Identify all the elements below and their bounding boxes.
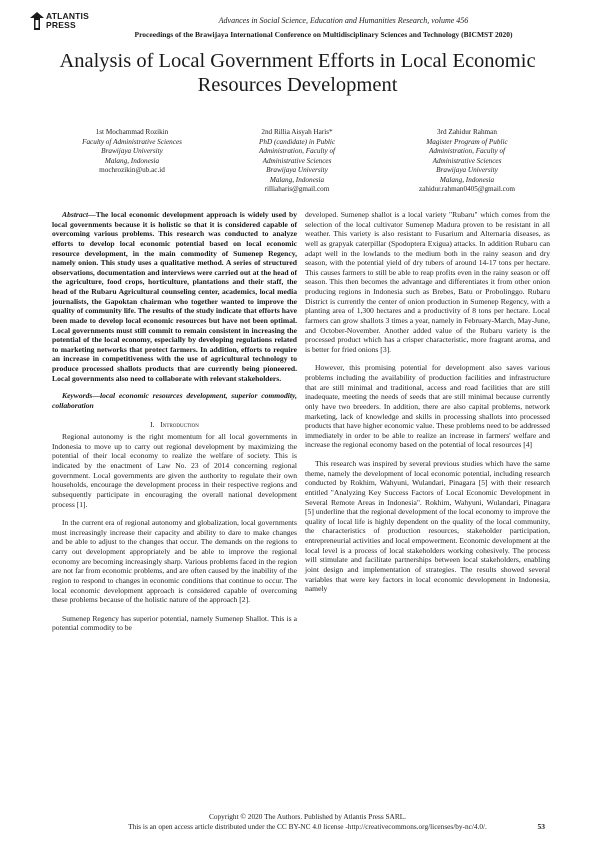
- right-column: [305, 210, 550, 594]
- author-affiliation: Malang, Indonesia: [439, 175, 495, 184]
- abstract-text: The local economic development approach is widely used by local governments because it is holistic so that it is considered capable of overcoming various problems. This research was conducted to analyze efforts to develop local economic potential based on local economic resource development, in the main commodity of Sumenep Regency, namely onion. This study uses a qualitative method. A series of structured observations, documentation and interviews were carried out at the head of the agriculture, food crops, horticulture, plantations and their staff, the head of the Rubaru Agricultural counseling center, academics, local media journalists, the Gapoktan chairman who together wanted to improve the quality of community life. The results of the study indicate that efforts have been made to develop local economic resources but have not been optimal. Local governments must still commit to remain consistent in increasing the potential of the local economy, especially by developing regulations related to marketing networks that protect farmers. In addition, efforts to require an increase in competitiveness with the use of agricultural technology to produce processed shallots products that are currently being pioneered. Local governments also need to collaborate with relevant stakeholders.: [52, 210, 297, 383]
- author-affiliation: Administration, Faculty of: [258, 147, 336, 155]
- section-heading-introduction: [52, 420, 297, 430]
- author-2: [217, 128, 377, 195]
- author-affiliation: Brawijaya University: [436, 166, 498, 174]
- left-column: [52, 210, 297, 633]
- abstract-label: Abstract—: [62, 210, 96, 219]
- keywords-text: local economic resources development, superior commodity, collaboration: [52, 391, 297, 410]
- author-name: 2nd Rillia Aisyah Haris*: [261, 128, 333, 136]
- author-affiliation: Administrative Sciences: [432, 156, 502, 165]
- author-email[interactable]: zahidur.rahman0405@gmail.com: [418, 185, 516, 193]
- keywords-label: Keywords—: [62, 391, 100, 401]
- author-1: [52, 128, 212, 176]
- author-name: 3rd Zahidur Rahman: [437, 128, 497, 136]
- author-name: 1st Mochammad Rozikin: [95, 128, 169, 136]
- author-email[interactable]: rilliaharis@gmail.com: [264, 185, 330, 193]
- body-paragraph: developed. Sumenep shallot is a local variety "Rubaru" which comes from the selection of the local cultivator Sumenep Madura proven to be resistant in all weather. This variety is also resistant to Fusarium and Alternaria diseases, as well as grapyak caterpillar (Spodoptera Exigua) attacks. In addition Rubaru can adapt well in the lowlands to the medium both in the rainy season and dry season, with the potential yield of dry tubers of around 14-17 tons per hectare. This causes farmers to still be able to reap profits even in the rainy season or off season. This then becomes the advantage and differentiates it from other onion producing regions in Indonesia such as Brebes, Batu or Probolinggo. Rubaru District is currently the center of onion production in Sumenep Regency, with a planting area of 1,300 hectares and a productivity of 8 tons per hectare. Local farmers can grow shallots 3 times a year, namely in February-March, May-June, and October-November. Another added value of the Rubaru variety is the processed product which has a crisper characteristic, more fragrant aroma, and is better for fried onions [3].: [305, 210, 550, 354]
- paper-title: Analysis of Local Government Efforts in Local Economic Resources Development: [59, 50, 536, 96]
- author-affiliation: PhD (candidate) in Public: [258, 137, 336, 146]
- copyright-footer: [60, 812, 555, 832]
- section-title: Introduction: [160, 419, 199, 429]
- atlantis-press-logo: [30, 12, 89, 30]
- body-paragraph: Regional autonomy is the right momentum for all local governments in Indonesia to move up to carry out regional development by maximizing the potential of their local economy to realize the welfare of society. This is indicated by the enactment of Law No. 23 of 2014 concerning regional government. Local governments are given the authority to regulate their own households, encourage the development process in their respective regions and subsequently participate in encouraging the overall national development process [1].: [52, 432, 297, 509]
- body-paragraph: In the current era of regional autonomy and globalization, local governments must increasingly increase their capacity and ability to dare to make changes and be able to adjust to the changes that occur. The demands on the regions to carry out development appropriately and be able to improve the regional economy are becoming increasingly sharp. Various problems faced in the region are not far from economic problems, and are often caused by the inability of the region to respond to changes in economic conditions that continue to occur. The local economic development approach is considered capable of overcoming these problems because of the holistic nature of the approach [2].: [52, 518, 297, 605]
- author-affiliation: Malang, Indonesia: [269, 175, 325, 184]
- author-email[interactable]: mochrozikin@ub.ac.id: [99, 166, 165, 174]
- body-paragraph: However, this promising potential for development also saves various problems including the availability of production facilities and infrastructure that are still minimal and traditional, access and road facilities that are still inadequate, meeting the needs of seeds that are still minimal because currently only have two breeders. In addition, there are also capital problems, network marketing, lack of knowledge and skills in processing shallots into processed products that have higher economic value. These problems need to be addressed immediately in order to be able to realize an increase in farmers' welfare and increase the regional economy based on the potential of local resources [4]: [305, 363, 550, 450]
- page-number: 53: [537, 822, 545, 831]
- logo-line-2: PRESS: [46, 20, 76, 30]
- section-number: I.: [150, 419, 155, 429]
- body-paragraph: This research was inspired by several previous studies which have the same theme, namely the development of local economic potential, including research conducted by Rokhim, Wahyuni, Wulandari, Pinagara [5] with their research entitled "Analyzing Key Success Factors of Local Economic Development in Several Remote Areas in Indonesia". Rokhim, Wahyuni, Wulandari, Pinagara [5] underline that the regional development of the local economy to improve the quality of local life is highly dependent on the quality of the local community, the characteristics of production resources, stakeholder participation, entrepreneurial activities and local empowerment. Economic development at the local level is a process of local stakeholders working cohesively. The process will stimulate and facilitate partnerships between local stakeholders, enabling joint design and implementation of strategies. The results showed several variables that were key factors in local economic development in Indonesia, namely: [305, 459, 550, 594]
- author-3: [387, 128, 547, 195]
- author-affiliation: Faculty of Administrative Sciences: [82, 137, 182, 146]
- author-affiliation: Brawijaya University: [266, 166, 328, 174]
- author-affiliation: Administrative Sciences: [262, 156, 332, 165]
- body-paragraph: Sumenep Regency has superior potential, namely Sumenep Shallot. This is a potential commodity to be: [52, 613, 297, 633]
- author-affiliation: Malang, Indonesia: [104, 156, 160, 165]
- journal-header: Advances in Social Science, Education and Humanities Research, volume 456: [218, 16, 469, 25]
- author-affiliation: Magister Program of Public: [426, 137, 508, 146]
- keywords: [52, 391, 297, 410]
- author-affiliation: Brawijaya University: [101, 147, 163, 155]
- proceedings-header: Proceedings of the Brawijaya International Conference on Multidisciplinary Sciences and Technology (BICMST 2020): [134, 30, 513, 39]
- license-line[interactable]: This is an open access article distributed under the CC BY-NC 4.0 license -http://creativecommons.org/licenses/by-nc/4.0/.: [128, 822, 487, 831]
- atlantis-logo-icon: [30, 12, 44, 30]
- author-affiliation: Administration, Faculty of: [428, 147, 506, 155]
- abstract: [52, 210, 297, 383]
- copyright-line: Copyright © 2020 The Authors. Published by Atlantis Press SARL.: [209, 812, 406, 821]
- logo-line-1: ATLANTIS: [46, 11, 89, 21]
